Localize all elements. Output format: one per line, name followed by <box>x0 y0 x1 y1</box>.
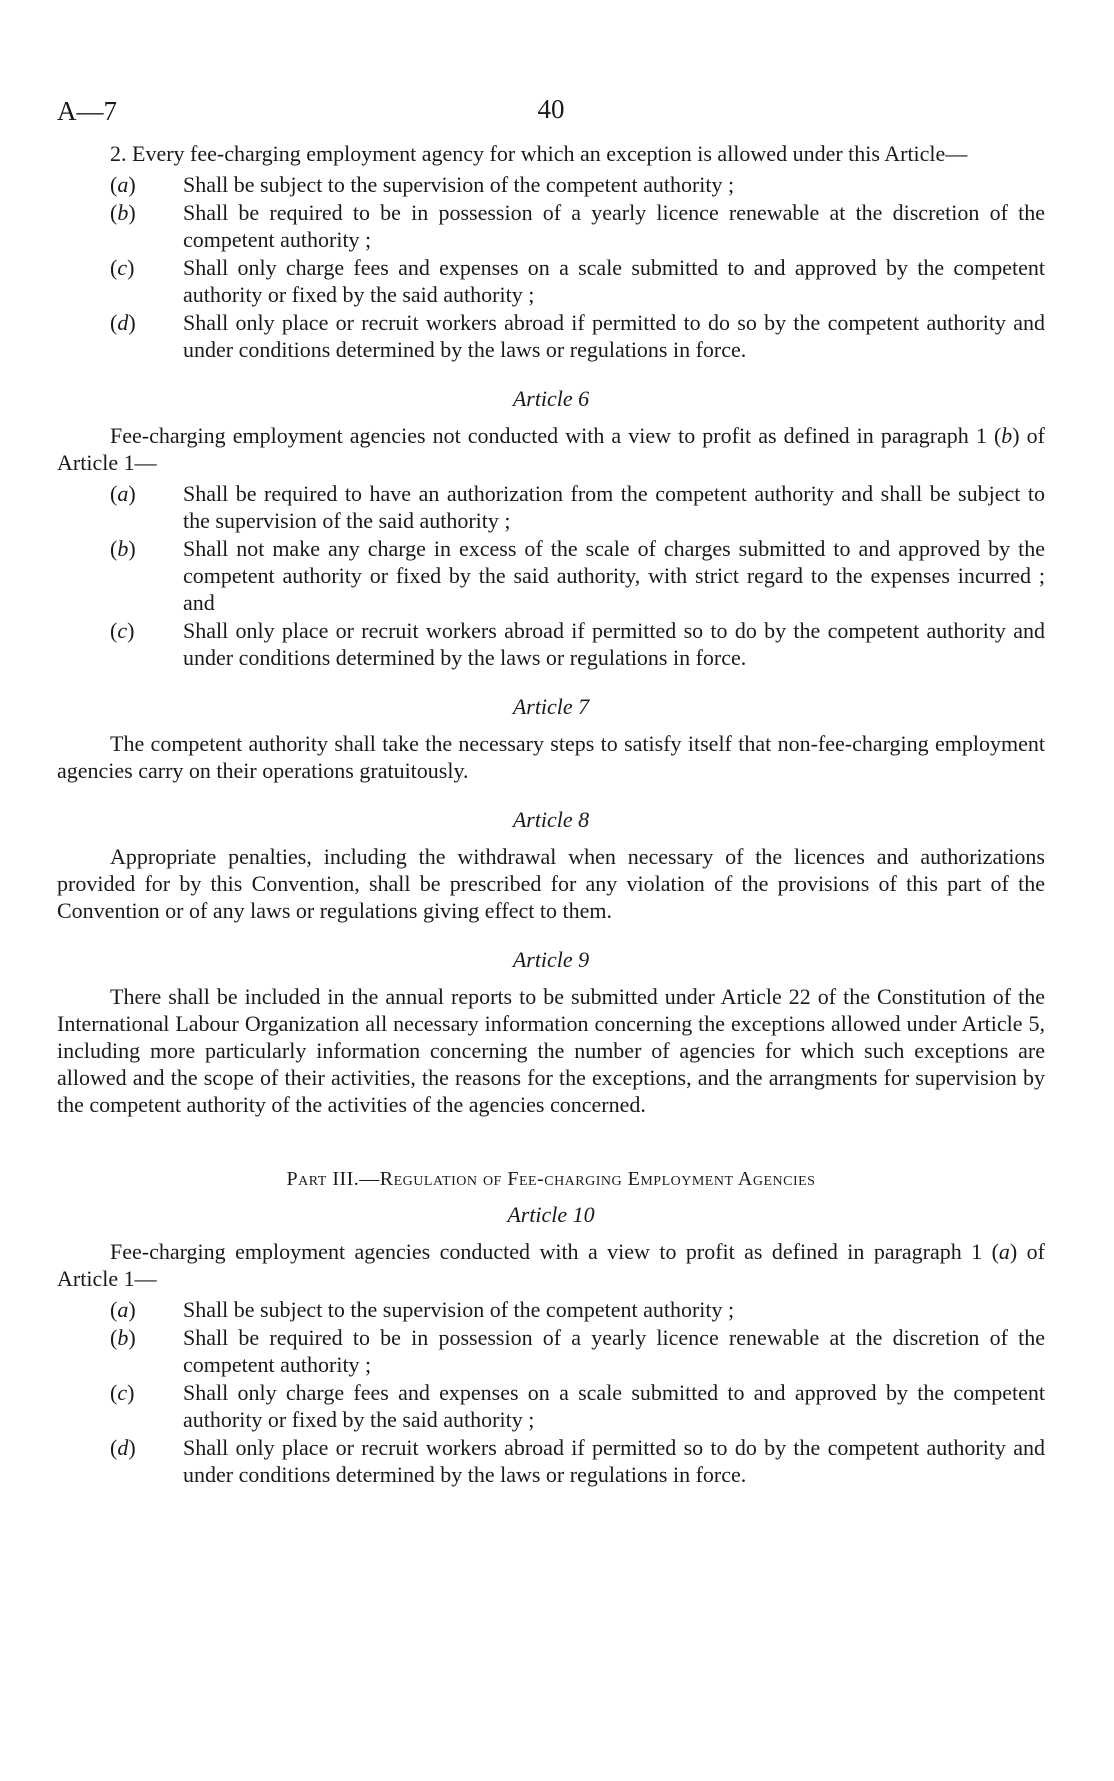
article-heading: Article 6 <box>512 386 590 411</box>
list-item: (b) Shall be required to be in possession of a yearly licence renewable at the discretion of the competent authority ; <box>110 1325 1045 1377</box>
paragraph: The competent authority shall take the necessary steps to satisfy itself that non-fee-charging employment agencies carry on their operations gratuitously. <box>57 731 1045 783</box>
list-item: (c) Shall only charge fees and expenses on a scale submitted to and approved by the competent authority or fixed by the said authority ; <box>110 1380 1045 1432</box>
list-item: (a) Shall be subject to the supervision of the competent authority ; <box>110 172 735 197</box>
document-page <box>57 92 1045 1489</box>
list-item: (c) Shall only place or recruit workers abroad if permitted so to do by the competent authority and under conditions determined by the laws or regulations in force. <box>110 618 1045 670</box>
article-8 <box>57 806 1045 924</box>
article-heading: Article 7 <box>512 694 590 719</box>
article-heading: Article 9 <box>512 947 590 972</box>
item-list <box>57 480 1045 671</box>
list-item: (c) Shall only charge fees and expenses on a scale submitted to and approved by the competent authority or fixed by the said authority ; <box>110 255 1045 307</box>
paragraph: 2. Every fee-charging employment agency for which an exception is allowed under this Article— <box>110 141 968 166</box>
list-item: (a) Shall be required to have an authorization from the competent authority and shall be subject to the supervision of the said authority ; <box>110 481 1045 533</box>
list-item: (b) Shall not make any charge in excess of the scale of charges submitted to and approved by the competent authority or fixed by the said authority, with strict regard to the expenses incurred ; and <box>110 536 1045 615</box>
list-item: (b) Shall be required to be in possession of a yearly licence renewable at the discretion of the competent authority ; <box>110 200 1045 252</box>
document-reference: A—7 <box>57 96 117 126</box>
article-5-paragraph-2 <box>57 140 1045 363</box>
paragraph: Fee-charging employment agencies conducted with a view to profit as defined in paragraph 1 (a) of Article 1— <box>57 1239 1045 1291</box>
item-list <box>57 1296 1045 1488</box>
list-item: (a) Shall be subject to the supervision of the competent authority ; <box>110 1297 735 1322</box>
list-item: (d) Shall only place or recruit workers abroad if permitted to do so by the competent authority and under conditions determined by the laws or regulations in force. <box>110 310 1045 362</box>
item-list <box>57 171 1045 363</box>
article-9 <box>57 946 1045 1118</box>
article-heading: Article 8 <box>512 807 590 832</box>
article-7 <box>57 693 1045 784</box>
article-6 <box>57 385 1045 671</box>
paragraph: There shall be included in the annual reports to be submitted under Article 22 of the Constitution of the International Labour Organization all necessary information concerning the exceptions allowed under Article 5, including more particularly information concerning the number of agencies for which such exceptions are allowed and the scope of their activities, the reasons for the exceptions, and the arrangments for supervision by the competent authority of the activities of the agencies concerned. <box>57 984 1045 1117</box>
article-heading: Article 10 <box>507 1202 595 1227</box>
page-number: 40 <box>537 94 565 124</box>
list-item: (d) Shall only place or recruit workers abroad if permitted so to do by the competent authority and under conditions determined by the laws or regulations in force. <box>110 1435 1045 1487</box>
page-header <box>57 92 1045 140</box>
paragraph: Fee-charging employment agencies not conducted with a view to profit as defined in paragraph 1 (b) of Article 1— <box>57 423 1046 475</box>
part-heading: Part III.—Regulation of Fee-charging Employment Agencies <box>286 1168 816 1190</box>
article-10 <box>57 1201 1045 1488</box>
paragraph: Appropriate penalties, including the withdrawal when necessary of the licences and authorizations provided for by this Convention, shall be prescribed for any violation of the provisions of this part of the Convention or of any laws or regulations giving effect to them. <box>57 844 1045 923</box>
